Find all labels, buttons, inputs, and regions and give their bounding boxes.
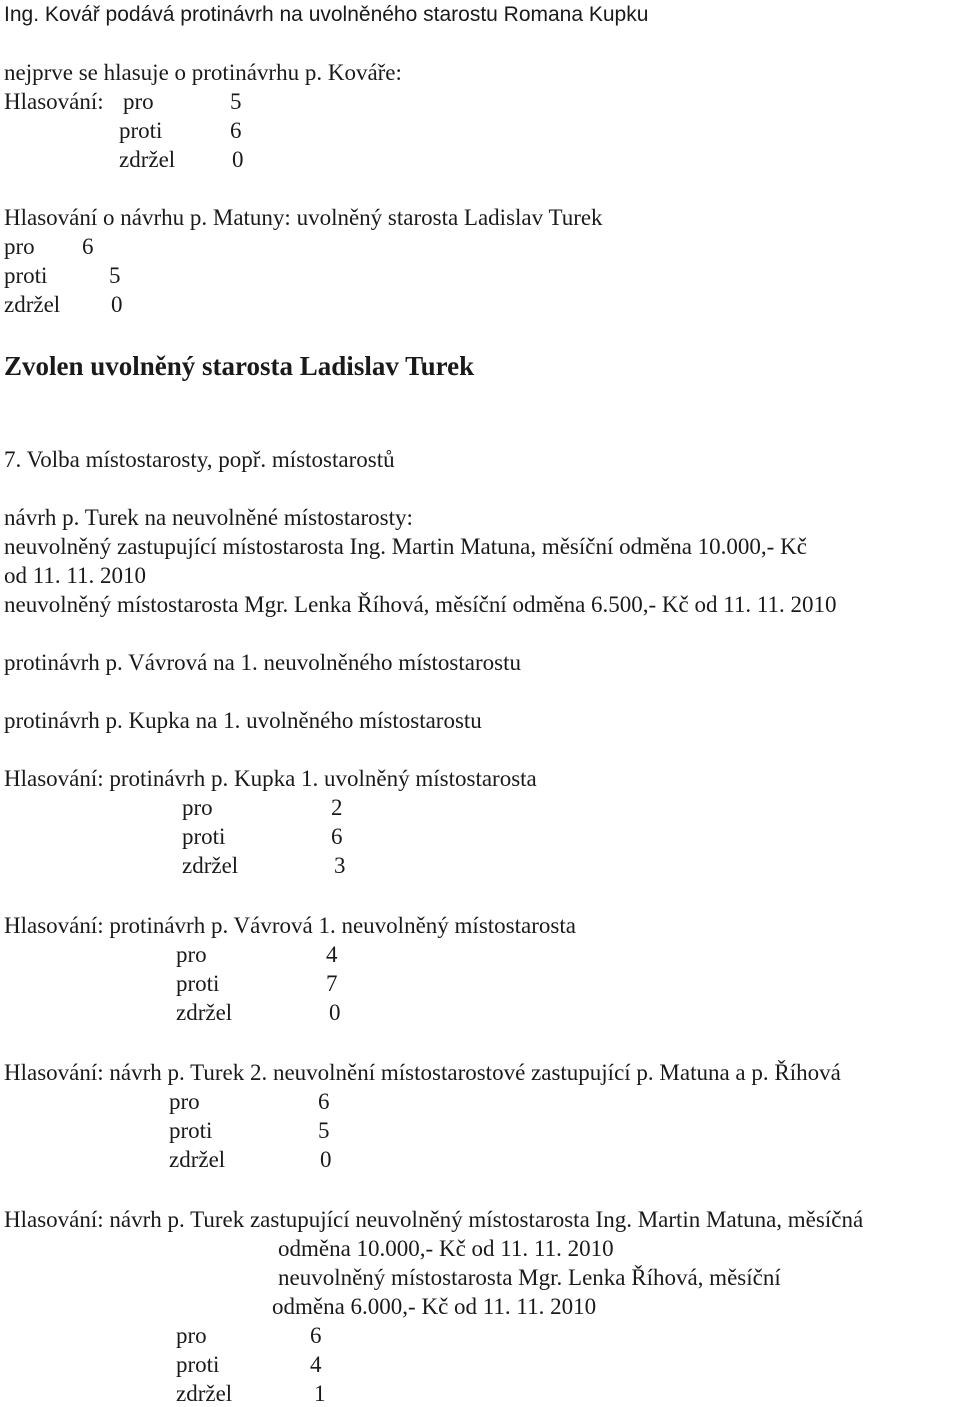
- vote6-line4: odměna 6.000,- Kč od 11. 11. 2010: [272, 1294, 597, 1319]
- proposal-line3: od 11. 11. 2010: [4, 563, 147, 588]
- vote4-proti-value: 7: [326, 971, 338, 996]
- vote6-title: Hlasování: návrh p. Turek zastupující neuvolněný místostarosta Ing. Martin Matuna, měsíčná: [4, 1207, 864, 1232]
- vote1-zdrzel-label: zdržel: [119, 147, 176, 172]
- vote6-line2: odměna 10.000,- Kč od 11. 11. 2010: [278, 1236, 614, 1261]
- vote6-line3: neuvolněný místostarosta Mgr. Lenka Říhová, měsíční: [278, 1265, 781, 1290]
- vote4-pro-value: 4: [326, 942, 338, 967]
- vote2-title: Hlasování o návrhu p. Matuny: uvolněný starosta Ladislav Turek: [4, 205, 603, 230]
- elected-heading: Zvolen uvolněný starosta Ladislav Turek: [4, 351, 475, 381]
- vote5-zdrzel-row: [4, 1147, 404, 1173]
- vote3-proti-value: 6: [331, 824, 343, 849]
- vote5-proti-label: proti: [169, 1118, 213, 1143]
- vote1-label: Hlasování:: [4, 89, 104, 114]
- vote4-zdrzel-row: [4, 1000, 404, 1026]
- vote6-zdrzel-label: zdržel: [176, 1381, 233, 1406]
- vote6-zdrzel-value: 1: [314, 1381, 326, 1406]
- counter-proposal-kupka: protinávrh p. Kupka na 1. uvolněného místostarostu: [4, 708, 482, 733]
- vote3-proti-row: [4, 824, 404, 850]
- vote5-proti-value: 5: [318, 1118, 330, 1143]
- vote2-proti-label: proti: [4, 263, 48, 288]
- vote6-proti-value: 4: [310, 1352, 322, 1377]
- vote3-zdrzel-label: zdržel: [182, 853, 239, 878]
- vote3-title: Hlasování: protinávrh p. Kupka 1. uvolněný místostarosta: [4, 766, 537, 791]
- vote3-pro-row: [4, 795, 404, 821]
- vote3-pro-label: pro: [182, 795, 213, 820]
- vote1-pro-row: [4, 89, 304, 115]
- vote1-zdrzel-row: [4, 147, 304, 173]
- vote4-pro-row: [4, 942, 404, 968]
- vote5-pro-label: pro: [169, 1089, 200, 1114]
- vote2-zdrzel-row: [4, 292, 204, 318]
- vote5-zdrzel-value: 0: [320, 1147, 332, 1172]
- intro-line: Ing. Kovář podává protinávrh na uvolněného starostu Romana Kupku: [4, 3, 649, 26]
- counter-proposal-vavrova: protinávrh p. Vávrová na 1. neuvolněného místostarostu: [4, 650, 521, 675]
- vote4-zdrzel-value: 0: [329, 1000, 341, 1025]
- vote5-pro-value: 6: [318, 1089, 330, 1114]
- vote1-pro-value: 5: [230, 89, 242, 114]
- proposal-line4: neuvolněný místostarosta Mgr. Lenka Říhová, měsíční odměna 6.500,- Kč od 11. 11. 2010: [4, 592, 837, 617]
- vote3-zdrzel-row: [4, 853, 404, 879]
- vote6-pro-row: [4, 1323, 404, 1349]
- vote1-pro-label: pro: [123, 89, 154, 114]
- vote2-pro-value: 6: [82, 234, 94, 259]
- vote2-zdrzel-label: zdržel: [4, 292, 61, 317]
- vote3-proti-label: proti: [182, 824, 226, 849]
- vote1-zdrzel-value: 0: [232, 147, 244, 172]
- vote1-intro: nejprve se hlasuje o protinávrhu p. Kováře:: [4, 60, 402, 85]
- vote4-proti-row: [4, 971, 404, 997]
- proposal-line2: neuvolněný zastupující místostarosta Ing. Martin Matuna, měsíční odměna 10.000,- Kč: [4, 534, 807, 559]
- vote3-zdrzel-value: 3: [334, 853, 346, 878]
- vote1-proti-label: proti: [119, 118, 163, 143]
- vote2-pro-row: [4, 234, 204, 260]
- vote6-proti-row: [4, 1352, 404, 1378]
- section7-heading: 7. Volba místostarosty, popř. místostarostů: [4, 447, 395, 472]
- vote4-proti-label: proti: [176, 971, 220, 996]
- vote5-proti-row: [4, 1118, 404, 1144]
- vote2-pro-label: pro: [4, 234, 35, 259]
- vote6-pro-value: 6: [310, 1323, 322, 1348]
- vote1-proti-value: 6: [230, 118, 242, 143]
- vote6-pro-label: pro: [176, 1323, 207, 1348]
- vote1-proti-row: [4, 118, 304, 144]
- vote2-proti-value: 5: [109, 263, 121, 288]
- vote2-proti-row: [4, 263, 204, 289]
- vote4-zdrzel-label: zdržel: [176, 1000, 233, 1025]
- vote4-title: Hlasování: protinávrh p. Vávrová 1. neuvolněný místostarosta: [4, 913, 576, 938]
- proposal-line1: návrh p. Turek na neuvolněné místostarosty:: [4, 505, 413, 530]
- vote5-pro-row: [4, 1089, 404, 1115]
- vote3-pro-value: 2: [331, 795, 343, 820]
- vote6-proti-label: proti: [176, 1352, 220, 1377]
- vote4-pro-label: pro: [176, 942, 207, 967]
- vote5-title: Hlasování: návrh p. Turek 2. neuvolnění místostarostové zastupující p. Matuna a p. Říhová: [4, 1060, 841, 1085]
- vote5-zdrzel-label: zdržel: [169, 1147, 226, 1172]
- vote6-zdrzel-row: [4, 1381, 404, 1405]
- vote2-zdrzel-value: 0: [111, 292, 123, 317]
